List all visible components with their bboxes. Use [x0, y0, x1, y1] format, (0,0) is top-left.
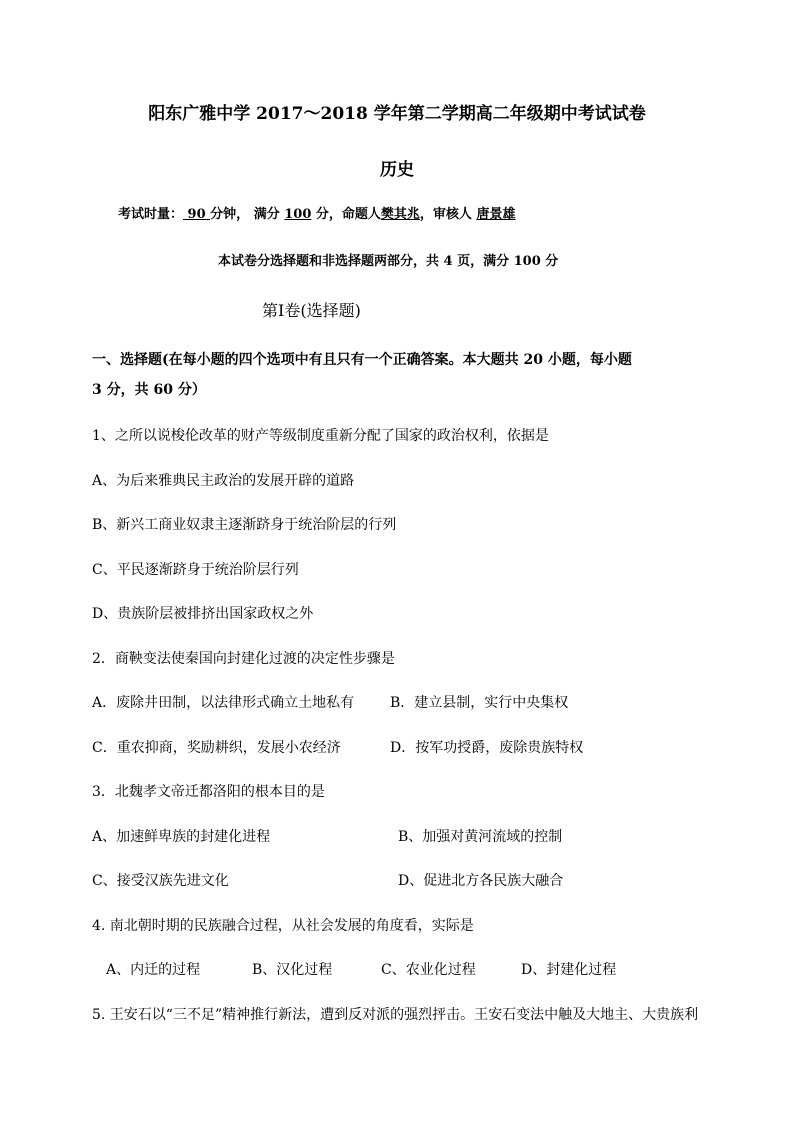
question-1-option-d: D、贵族阶层被排挤出国家政权之外	[92, 606, 314, 622]
exam-info	[118, 205, 515, 225]
question-2-option-a: A．废除井田制，以法律形式确立土地私有	[92, 695, 355, 711]
section-instruction-line2: 3 分，共 60 分）	[92, 382, 206, 398]
question-4-stem: 4. 南北朝时期的民族融合过程，从社会发展的角度看，实际是	[92, 918, 474, 934]
question-2-option-c: C．重农抑商，奖励耕织，发展小农经济	[92, 740, 341, 756]
question-2-option-d: D．按军功授爵，废除贵族特权	[390, 740, 584, 756]
question-3-option-d: D、促进北方各民族大融合	[398, 873, 564, 889]
question-4-option-c: C、农业化过程	[381, 962, 476, 978]
question-4-option-a: A、内迁的过程	[106, 962, 201, 978]
question-3-stem: 3．北魏孝文帝迁都洛阳的根本目的是	[92, 784, 325, 800]
question-4-option-b: B、汉化过程	[252, 962, 333, 978]
question-4-option-d: D、封建化过程	[521, 962, 617, 978]
question-1-option-c: C、平民逐渐跻身于统治阶层行列	[92, 562, 299, 578]
part1-heading: 第Ⅰ卷(选择题)	[262, 301, 361, 320]
question-3-option-c: C、接受汉族先进文化	[92, 873, 229, 889]
question-2-option-b: B．建立县制，实行中央集权	[390, 695, 569, 711]
time-label: 考试时量：	[118, 207, 184, 222]
question-5-stem: 5. 王安石以“三不足”精神推行新法，遭到反对派的强烈抨击。王安石变法中触及大地主、大贵族利	[92, 1007, 699, 1023]
author-name: 樊其兆	[380, 207, 420, 222]
question-3-option-b: B、加强对黄河流域的控制	[398, 829, 563, 845]
time-value: 90	[183, 207, 211, 222]
score-unit: 分，命题人	[311, 207, 381, 222]
subject-title: 历史	[380, 160, 414, 180]
reviewer-label: ，审核人	[419, 207, 477, 222]
exam-notice: 本试卷分选择题和非选择题两部分，共 4 页，满分 100 分	[218, 254, 559, 269]
question-3-option-a: A、加速鲜卑族的封建化进程	[92, 829, 271, 845]
time-unit: 分钟， 满分	[210, 207, 285, 222]
reviewer-name: 唐景雄	[476, 207, 516, 222]
score-value: 100	[284, 207, 312, 222]
question-1-option-b: B、新兴工商业奴隶主逐渐跻身于统治阶层的行列	[92, 517, 397, 533]
question-2-stem: 2．商鞅变法使秦国向封建化过渡的决定性步骤是	[92, 651, 395, 667]
question-1-option-a: A、为后来雅典民主政治的发展开辟的道路	[92, 473, 355, 489]
section-instruction-line1: 一、选择题(在每小题的四个选项中有且只有一个正确答案。本大题共 20 小题，每小题	[92, 352, 632, 368]
question-1-stem: 1、之所以说梭伦改革的财产等级制度重新分配了国家的政治权利，依据是	[92, 428, 549, 444]
exam-title: 阳东广雅中学 2017～2018 学年第二学期高二年级期中考试试卷	[148, 104, 646, 124]
